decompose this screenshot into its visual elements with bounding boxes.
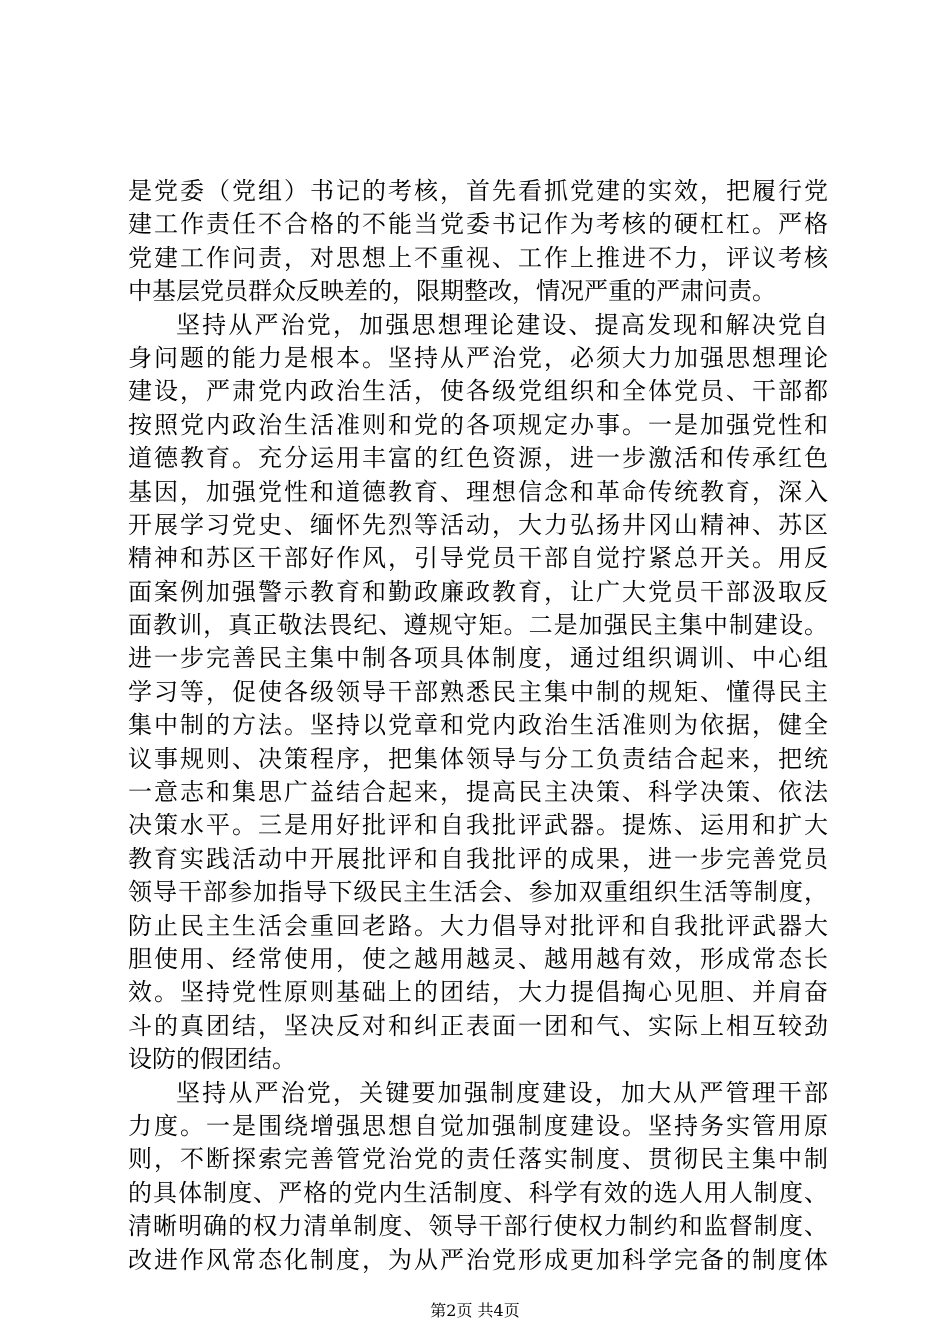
text-line: 设防的假团结。: [128, 1045, 296, 1074]
text-line: 道德教育。充分运用丰富的红色资源，进一步激活和传承红色: [128, 444, 830, 473]
text-line: 基因，加强党性和道德教育、理想信念和革命传统教育，深入: [128, 477, 830, 506]
text-line: 进一步完善民主集中制各项具体制度，通过组织调训、中心组: [128, 644, 830, 673]
text-line: 开展学习党史、缅怀先烈等活动，大力弘扬井冈山精神、苏区: [128, 510, 830, 539]
text-line: 斗的真团结，坚决反对和纠正表面一团和气、实际上相互较劲: [128, 1011, 830, 1040]
text-line: 胆使用、经常使用，使之越用越灵、越用越有效，形成常态长: [128, 944, 830, 973]
text-line: 身问题的能力是根本。坚持从严治党，必须大力加强思想理论: [128, 343, 830, 372]
text-line: 中基层党员群众反映差的，限期整改，情况严重的严肃问责。: [128, 277, 776, 306]
text-line: 党建工作问责，对思想上不重视、工作上推进不力，评议考核: [128, 243, 830, 272]
text-line: 效。坚持党性原则基础上的团结，大力提倡掏心见胆、并肩奋: [128, 978, 830, 1007]
text-line: 学习等，促使各级领导干部熟悉民主集中制的规矩、懂得民主: [128, 677, 830, 706]
text-line: 面教训，真正敬法畏纪、遵规守矩。二是加强民主集中制建设。: [128, 611, 830, 640]
text-line: 改进作风常态化制度，为从严治党形成更加科学完备的制度体: [128, 1245, 830, 1274]
text-line: 教育实践活动中开展批评和自我批评的成果，进一步完善党员: [128, 844, 830, 873]
text-line: 按照党内政治生活准则和党的各项规定办事。一是加强党性和: [128, 410, 830, 439]
text-line: 集中制的方法。坚持以党章和党内政治生活准则为依据，健全: [128, 711, 830, 740]
text-line: 则，不断探索完善管党治党的责任落实制度、贯彻民主集中制: [128, 1145, 830, 1174]
text-line: 清晰明确的权力清单制度、领导干部行使权力制约和监督制度、: [128, 1212, 830, 1241]
text-line: 是党委（党组）书记的考核，首先看抓党建的实效，把履行党: [128, 177, 830, 205]
text-line: 建工作责任不合格的不能当党委书记作为考核的硬杠杠。严格: [128, 210, 830, 239]
text-line: 面案例加强警示教育和勤政廉政教育，让广大党员干部汲取反: [128, 577, 830, 606]
text-line: 防止民主生活会重回老路。大力倡导对批评和自我批评武器大: [128, 911, 830, 940]
page-footer: 第2页 共4页: [430, 1301, 520, 1320]
text-line: 一意志和集思广益结合起来，提高民主决策、科学决策、依法: [128, 778, 830, 807]
body-text: [128, 175, 831, 1277]
text-line: 坚持从严治党，关键要加强制度建设，加大从严管理干部: [176, 1078, 831, 1107]
text-line: 精神和苏区干部好作风，引导党员干部自觉拧紧总开关。用反: [128, 544, 830, 573]
text-line: 领导干部参加指导下级民主生活会、参加双重组织生活等制度，: [128, 878, 830, 907]
text-line: 议事规则、决策程序，把集体领导与分工负责结合起来，把统: [128, 744, 830, 773]
text-line: 力度。一是围绕增强思想自觉加强制度建设。坚持务实管用原: [128, 1111, 830, 1140]
text-line: 建设，严肃党内政治生活，使各级党组织和全体党员、干部都: [128, 377, 830, 406]
text-line: 坚持从严治党，加强思想理论建设、提高发现和解决党自: [176, 310, 831, 339]
text-line: 的具体制度、严格的党内生活制度、科学有效的选人用人制度、: [128, 1178, 830, 1207]
text-line: 决策水平。三是用好批评和自我批评武器。提炼、运用和扩大: [128, 811, 830, 840]
